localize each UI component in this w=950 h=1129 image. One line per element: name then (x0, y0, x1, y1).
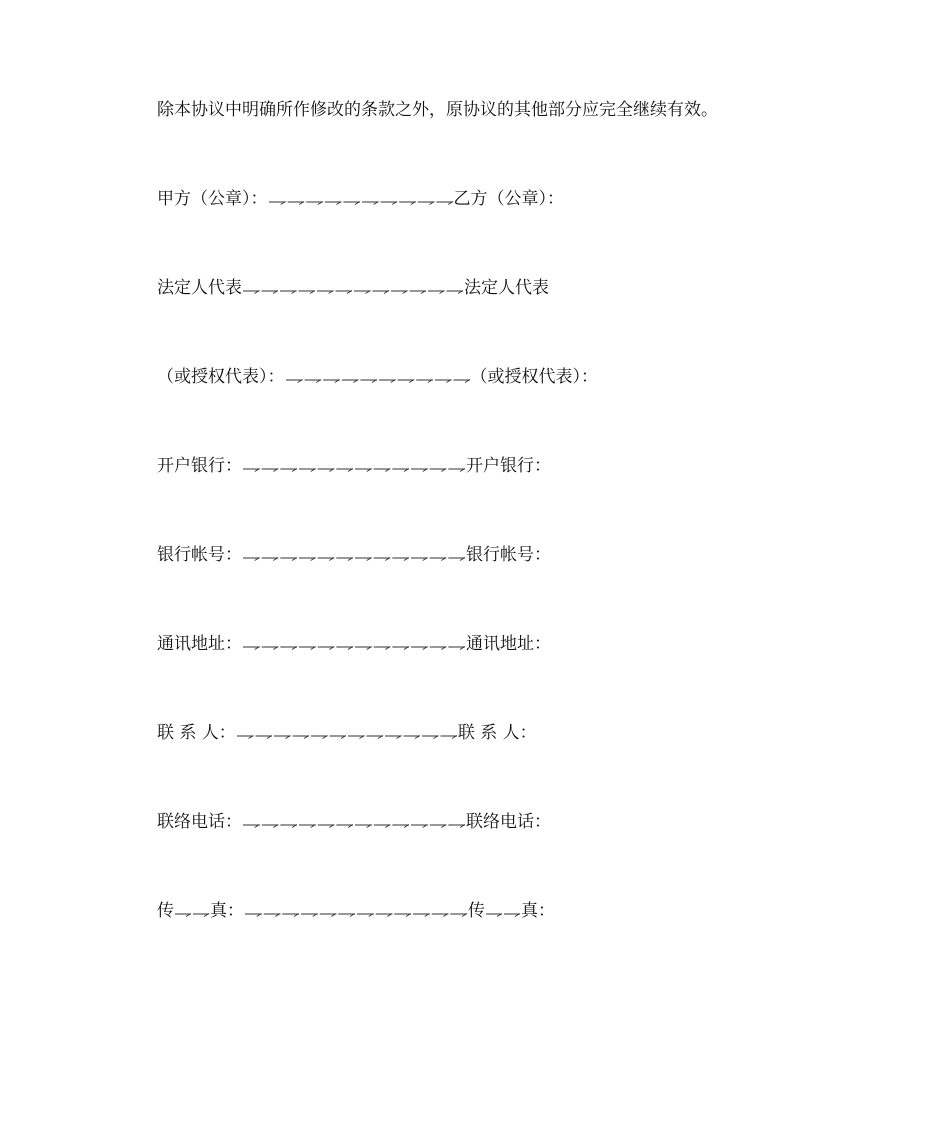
tab-leader (174, 898, 210, 924)
signature-row-legal-rep (157, 275, 549, 301)
signature-row-account (157, 542, 551, 568)
tab-arrow-mark (355, 825, 372, 828)
tab-arrow-mark (280, 647, 297, 650)
tab-arrow-mark (282, 914, 299, 917)
tab-arrow-mark (318, 825, 335, 828)
tab-arrow-mark (262, 291, 279, 294)
tab-arrow-mark (262, 469, 279, 472)
signature-row-address (157, 631, 551, 657)
party-a-contact-label: 联 系 人： (157, 723, 236, 743)
tab-arrow-mark (336, 291, 353, 294)
tab-arrow-mark (243, 825, 260, 828)
tab-arrow-mark (448, 469, 465, 472)
tab-arrow-mark (243, 647, 260, 650)
tab-arrow-group (485, 898, 521, 924)
tab-arrow-mark (269, 202, 286, 205)
tab-arrow-mark (355, 558, 372, 561)
tab-arrow-mark (392, 558, 409, 561)
tab-arrow-mark (432, 914, 449, 917)
tab-arrow-mark (262, 825, 279, 828)
tab-arrow-mark (411, 469, 428, 472)
tab-leader (242, 453, 466, 479)
tab-arrow-mark (243, 291, 260, 294)
tab-arrow-mark (373, 291, 390, 294)
tab-arrow-mark (306, 202, 323, 205)
signature-row-phone (157, 809, 551, 835)
tab-arrow-mark (410, 291, 427, 294)
tab-arrow-mark (376, 914, 393, 917)
tab-arrow-mark (362, 202, 379, 205)
tab-arrow-mark (343, 202, 360, 205)
tab-arrow-mark (355, 469, 372, 472)
tab-arrow-mark (292, 736, 309, 739)
tab-arrow-mark (392, 647, 409, 650)
tab-arrow-group (174, 898, 210, 924)
tab-arrow-mark (299, 647, 316, 650)
party-a-bank-label: 开户银行： (157, 456, 242, 476)
tab-arrow-mark (280, 291, 297, 294)
tab-arrow-mark (411, 647, 428, 650)
tab-arrow-mark (354, 291, 371, 294)
party-b-authorized-rep-label: （或授权代表）： (470, 367, 598, 387)
tab-arrow-group (268, 186, 454, 212)
tab-arrow-mark (301, 914, 318, 917)
tab-arrow-mark (280, 469, 297, 472)
tab-arrow-mark (336, 558, 353, 561)
tab-arrow-mark (392, 469, 409, 472)
party-b-address-label: 通讯地址： (466, 634, 551, 654)
party-b-account-label: 银行帐号： (466, 545, 551, 565)
tab-arrow-mark (338, 914, 355, 917)
tab-leader (268, 186, 454, 212)
tab-arrow-mark (299, 469, 316, 472)
tab-arrow-mark (245, 914, 262, 917)
tab-arrow-mark (355, 647, 372, 650)
tab-arrow-mark (430, 647, 447, 650)
tab-arrow-mark (430, 469, 447, 472)
tab-arrow-mark (336, 647, 353, 650)
tab-arrow-mark (286, 380, 303, 383)
tab-arrow-mark (299, 825, 316, 828)
tab-arrow-mark (374, 825, 391, 828)
tab-arrow-mark (403, 736, 420, 739)
tab-arrow-mark (318, 469, 335, 472)
tab-arrow-mark (329, 736, 346, 739)
tab-arrow-mark (450, 914, 467, 917)
tab-arrow-group (242, 631, 466, 657)
party-b-phone-label: 联络电话： (466, 812, 551, 832)
tab-arrow-mark (287, 202, 304, 205)
tab-arrow-mark (391, 291, 408, 294)
tab-arrow-group (236, 720, 458, 746)
signature-row-fax (157, 898, 555, 924)
tab-arrow-mark (317, 291, 334, 294)
tab-leader (485, 898, 521, 924)
tab-leader (244, 898, 468, 924)
tab-arrow-mark (430, 825, 447, 828)
party-b-legal-rep-label: 法定人代表 (464, 278, 549, 298)
tab-arrow-mark (175, 914, 191, 917)
tab-arrow-mark (348, 736, 365, 739)
tab-arrow-mark (320, 914, 337, 917)
tab-arrow-mark (374, 647, 391, 650)
tab-leader (236, 720, 458, 746)
tab-arrow-group (285, 364, 471, 390)
tab-arrow-mark (504, 914, 520, 917)
party-a-account-label: 银行帐号： (157, 545, 242, 565)
signature-row-bank (157, 453, 551, 479)
tab-arrow-mark (417, 202, 434, 205)
tab-arrow-mark (336, 825, 353, 828)
tab-arrow-mark (237, 736, 254, 739)
tab-arrow-mark (448, 825, 465, 828)
tab-arrow-mark (318, 558, 335, 561)
tab-arrow-mark (318, 647, 335, 650)
party-b-label: 乙方（公章）： (453, 189, 564, 209)
tab-arrow-mark (447, 291, 464, 294)
party-a-fax-char1: 传 (157, 901, 174, 921)
tab-arrow-mark (299, 558, 316, 561)
tab-arrow-mark (397, 380, 414, 383)
tab-arrow-mark (360, 380, 377, 383)
tab-leader (242, 542, 466, 568)
tab-arrow-mark (453, 380, 470, 383)
tab-leader (242, 631, 466, 657)
tab-arrow-mark (422, 736, 439, 739)
party-a-address-label: 通讯地址： (157, 634, 242, 654)
tab-arrow-group (242, 275, 464, 301)
tab-arrow-mark (411, 558, 428, 561)
tab-arrow-mark (262, 558, 279, 561)
tab-arrow-mark (399, 202, 416, 205)
tab-arrow-mark (486, 914, 502, 917)
tab-arrow-mark (262, 647, 279, 650)
tab-arrow-mark (311, 736, 328, 739)
tab-arrow-mark (374, 469, 391, 472)
tab-arrow-mark (379, 380, 396, 383)
party-a-fax-char2: 真： (210, 901, 244, 921)
tab-arrow-mark (336, 469, 353, 472)
tab-arrow-mark (366, 736, 383, 739)
tab-arrow-mark (380, 202, 397, 205)
tab-arrow-group (242, 542, 466, 568)
tab-arrow-mark (280, 558, 297, 561)
tab-arrow-mark (448, 647, 465, 650)
tab-leader (242, 809, 466, 835)
tab-arrow-group (242, 453, 466, 479)
party-a-authorized-rep-label: （或授权代表）： (157, 367, 285, 387)
tab-arrow-mark (341, 380, 358, 383)
party-a-label: 甲方（公章）： (157, 189, 268, 209)
party-a-phone-label: 联络电话： (157, 812, 242, 832)
tab-leader (285, 364, 471, 390)
tab-arrow-mark (448, 558, 465, 561)
tab-arrow-mark (374, 558, 391, 561)
tab-arrow-mark (385, 736, 402, 739)
tab-arrow-mark (193, 914, 209, 917)
tab-arrow-mark (394, 914, 411, 917)
tab-arrow-mark (323, 380, 340, 383)
tab-arrow-mark (255, 736, 272, 739)
tab-arrow-mark (440, 736, 457, 739)
tab-arrow-mark (304, 380, 321, 383)
signature-row-contact (157, 720, 537, 746)
tab-arrow-mark (434, 380, 451, 383)
tab-arrow-group (242, 809, 466, 835)
signature-row-authorized-rep (157, 364, 598, 390)
party-a-legal-rep-label: 法定人代表 (157, 278, 242, 298)
tab-arrow-mark (264, 914, 281, 917)
party-b-fax-char1: 传 (468, 901, 485, 921)
intro-paragraph: 除本协议中明确所作修改的条款之外，原协议的其他部分应完全继续有效。 (157, 100, 718, 120)
party-b-contact-label: 联 系 人： (457, 723, 537, 743)
tab-arrow-mark (416, 380, 433, 383)
tab-arrow-mark (436, 202, 453, 205)
tab-arrow-mark (413, 914, 430, 917)
party-b-bank-label: 开户银行： (466, 456, 551, 476)
tab-arrow-group (244, 898, 468, 924)
tab-arrow-mark (392, 825, 409, 828)
tab-arrow-mark (243, 558, 260, 561)
tab-leader (242, 275, 464, 301)
tab-arrow-mark (280, 825, 297, 828)
tab-arrow-mark (324, 202, 341, 205)
tab-arrow-mark (428, 291, 445, 294)
signature-row-party (157, 186, 564, 212)
tab-arrow-mark (357, 914, 374, 917)
tab-arrow-mark (243, 469, 260, 472)
tab-arrow-mark (274, 736, 291, 739)
tab-arrow-mark (430, 558, 447, 561)
tab-arrow-mark (299, 291, 316, 294)
tab-arrow-mark (411, 825, 428, 828)
party-b-fax-char2: 真： (521, 901, 555, 921)
